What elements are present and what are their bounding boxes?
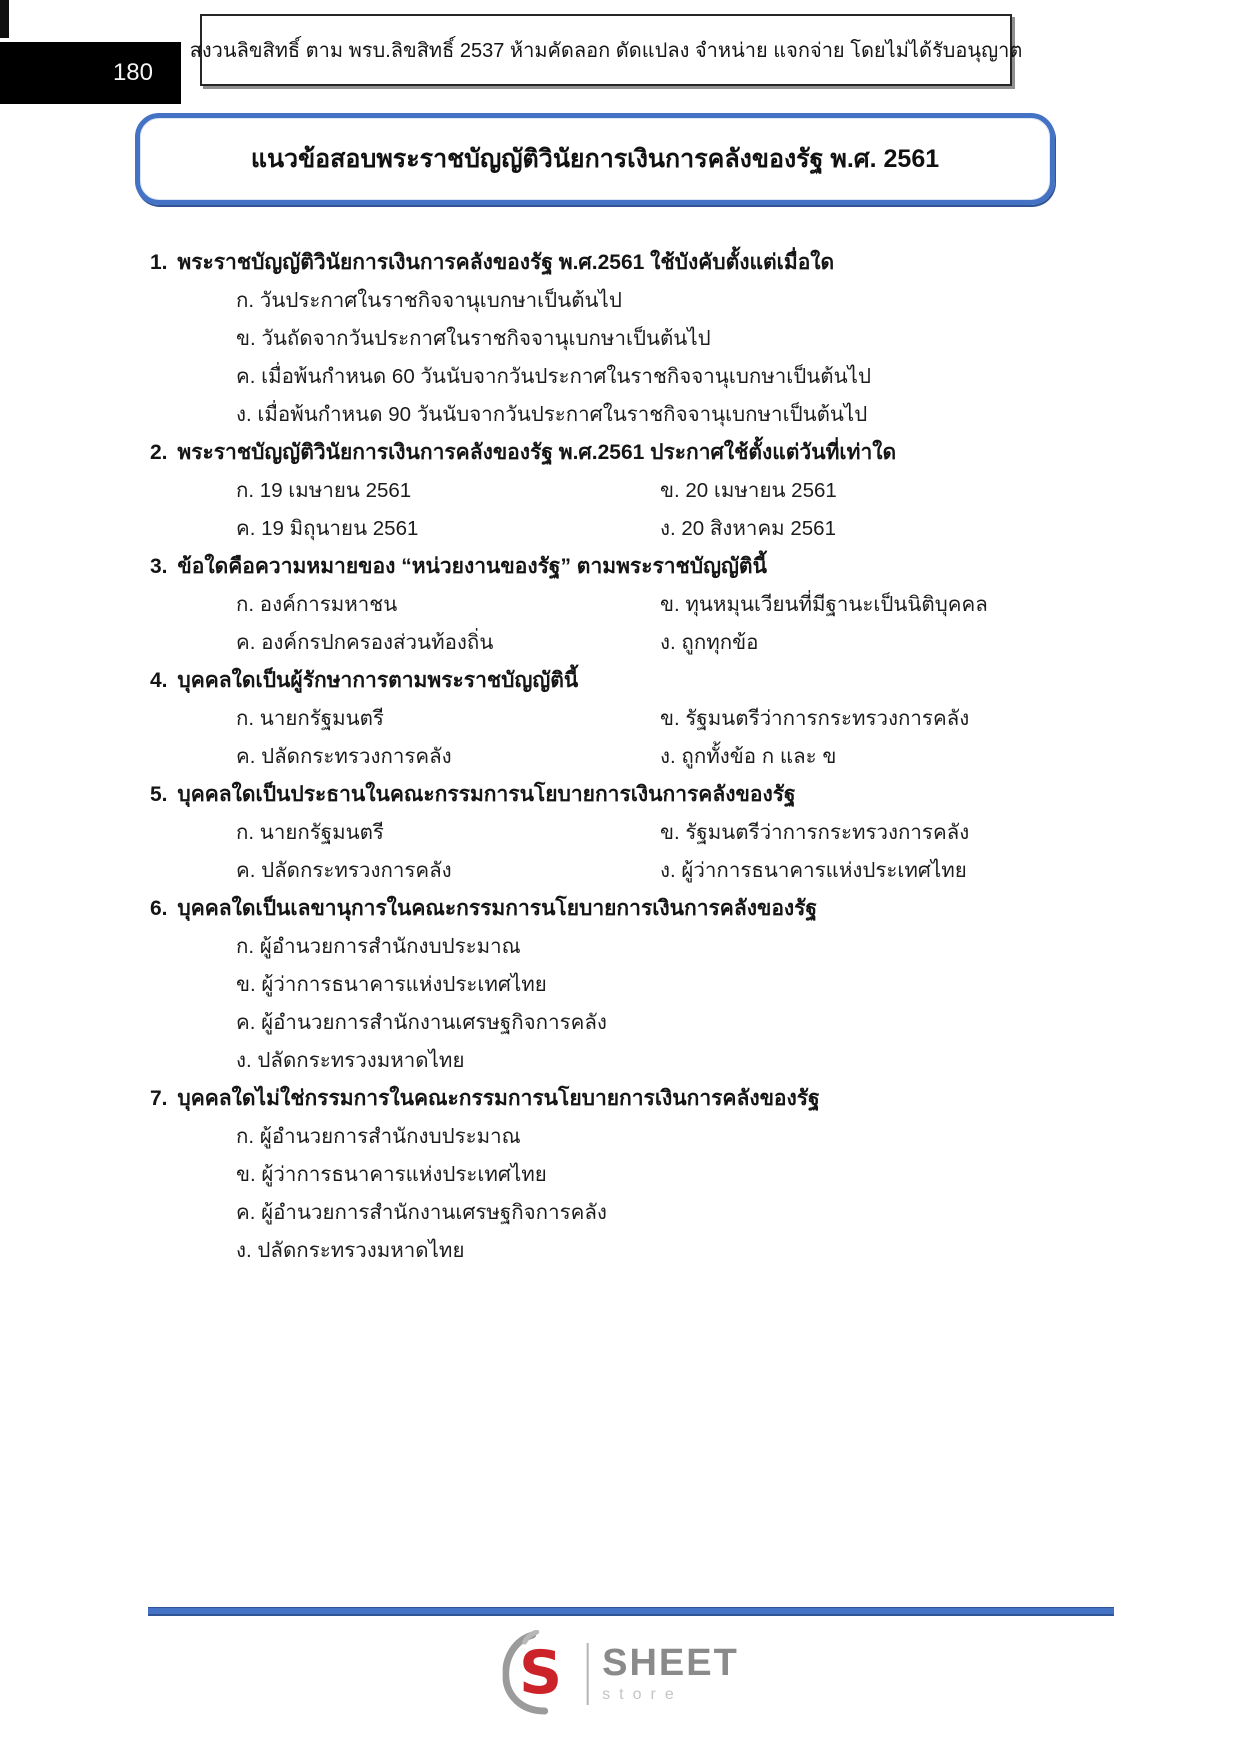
option-item: ง. ปลัดกระทรวงมหาดไทย — [236, 1049, 465, 1072]
option-row — [150, 624, 1153, 662]
logo-brand-text: SHEET — [602, 1642, 739, 1684]
option-item: ง. ปลัดกระทรวงมหาดไทย — [236, 1239, 465, 1262]
question-number: 7. — [150, 1087, 168, 1110]
question-heading — [150, 434, 1153, 472]
question-heading — [150, 662, 1153, 700]
option-item: ค. ปลัดกระทรวงการคลัง — [236, 859, 452, 882]
option-item: ง. เมื่อพ้นกำหนด 90 วันนับจากวันประกาศในราชกิจจานุเบกษาเป็นต้นไป — [236, 403, 868, 426]
question-number: 6. — [150, 897, 168, 920]
page-number-box — [0, 42, 181, 104]
question-heading — [150, 548, 1153, 586]
option-item: ข. 20 เมษายน 2561 — [660, 479, 837, 502]
option-item: ง. ถูกทุกข้อ — [660, 631, 759, 654]
question-block — [150, 1080, 1153, 1270]
page-number: 180 — [112, 59, 153, 86]
option-item: ข. ทุนหมุนเวียนที่มีฐานะเป็นนิติบุคคล — [660, 593, 988, 616]
question-text: บุคคลใดเป็นผู้รักษาการตามพระราชบัญญัตินี้ — [177, 669, 579, 692]
option-row — [150, 586, 1153, 624]
title-box — [135, 113, 1055, 205]
question-text: ข้อใดคือความหมายของ “หน่วยงานของรัฐ” ตามพระราชบัญญัตินี้ — [177, 555, 767, 578]
option-item: ก. องค์การมหาชน — [236, 593, 398, 616]
option-item: ข. รัฐมนตรีว่าการกระทรวงการคลัง — [660, 821, 970, 844]
question-heading — [150, 776, 1153, 814]
question-block — [150, 662, 1153, 776]
option-item: ก. นายกรัฐมนตรี — [236, 821, 384, 844]
logo-subtext: store — [602, 1686, 683, 1703]
logo-s-icon — [502, 1630, 578, 1718]
option-row — [150, 852, 1153, 890]
option-item: ง. ถูกทั้งข้อ ก และ ข — [660, 745, 837, 768]
footer-divider — [148, 1607, 1114, 1616]
question-number: 4. — [150, 669, 168, 692]
option-item: ค. เมื่อพ้นกำหนด 60 วันนับจากวันประกาศในราชกิจจานุเบกษาเป็นต้นไป — [236, 365, 871, 388]
option-item: ค. ปลัดกระทรวงการคลัง — [236, 745, 452, 768]
questions-section — [150, 244, 1153, 1270]
question-block — [150, 890, 1153, 1080]
question-number: 5. — [150, 783, 168, 806]
option-item: ง. 20 สิงหาคม 2561 — [660, 517, 836, 540]
option-item: ก. ผู้อำนวยการสำนักงบประมาณ — [236, 1125, 521, 1148]
option-row — [150, 738, 1153, 776]
question-block — [150, 434, 1153, 548]
option-row — [150, 472, 1153, 510]
copyright-box — [189, 14, 1023, 86]
option-row — [150, 510, 1153, 548]
page-title: แนวข้อสอบพระราชบัญญัติวินัยการเงินการคลังของรัฐ พ.ศ. 2561 — [250, 145, 940, 173]
option-item: ก. นายกรัฐมนตรี — [236, 707, 384, 730]
question-block — [150, 776, 1153, 890]
option-item: ก. วันประกาศในราชกิจจานุเบกษาเป็นต้นไป — [236, 289, 622, 312]
question-text: พระราชบัญญัติวินัยการเงินการคลังของรัฐ พ.ศ.2561 ใช้บังคับตั้งแต่เมื่อใด — [177, 251, 835, 274]
question-block — [150, 548, 1153, 662]
question-number: 1. — [150, 251, 168, 274]
option-item: ข. รัฐมนตรีว่าการกระทรวงการคลัง — [660, 707, 970, 730]
option-item: ค. องค์กรปกครองส่วนท้องถิ่น — [236, 631, 494, 654]
page-edge-mark — [0, 0, 9, 38]
question-heading — [150, 1080, 1153, 1118]
option-item: ค. ผู้อำนวยการสำนักงานเศรษฐกิจการคลัง — [236, 1011, 607, 1034]
copyright-notice: สงวนลิขสิทธิ์ ตาม พรบ.ลิขสิทธิ์ 2537 ห้ามคัดลอก ดัดแปลง จำหน่าย แจกจ่าย โดยไม่ได้รับอนุญาต — [189, 40, 1023, 62]
option-row — [150, 814, 1153, 852]
option-row — [150, 700, 1153, 738]
question-block — [150, 244, 1153, 434]
option-item: ค. ผู้อำนวยการสำนักงานเศรษฐกิจการคลัง — [236, 1201, 607, 1224]
question-text: บุคคลใดไม่ใช่กรรมการในคณะกรรมการนโยบายการเงินการคลังของรัฐ — [177, 1087, 820, 1110]
logo-divider — [586, 1643, 588, 1705]
question-text: บุคคลใดเป็นเลขานุการในคณะกรรมการนโยบายการเงินการคลังของรัฐ — [177, 897, 818, 920]
option-item: ข. ผู้ว่าการธนาคารแห่งประเทศไทย — [236, 973, 547, 996]
option-item: ง. ผู้ว่าการธนาคารแห่งประเทศไทย — [660, 859, 967, 882]
option-item: ก. ผู้อำนวยการสำนักงบประมาณ — [236, 935, 521, 958]
option-item: ข. ผู้ว่าการธนาคารแห่งประเทศไทย — [236, 1163, 547, 1186]
question-text: บุคคลใดเป็นประธานในคณะกรรมการนโยบายการเงินการคลังของรัฐ — [177, 783, 796, 806]
option-item: ก. 19 เมษายน 2561 — [236, 479, 412, 502]
option-item: ข. วันถัดจากวันประกาศในราชกิจจานุเบกษาเป็นต้นไป — [236, 327, 711, 350]
question-number: 2. — [150, 441, 168, 464]
question-number: 3. — [150, 555, 168, 578]
question-heading — [150, 244, 1153, 282]
question-text: พระราชบัญญัติวินัยการเงินการคลังของรัฐ พ.ศ.2561 ประกาศใช้ตั้งแต่วันที่เท่าใด — [177, 441, 897, 464]
question-heading — [150, 890, 1153, 928]
logo-letter: S — [518, 1638, 562, 1708]
sheet-store-logo — [502, 1630, 739, 1718]
option-item: ค. 19 มิถุนายน 2561 — [236, 517, 419, 540]
